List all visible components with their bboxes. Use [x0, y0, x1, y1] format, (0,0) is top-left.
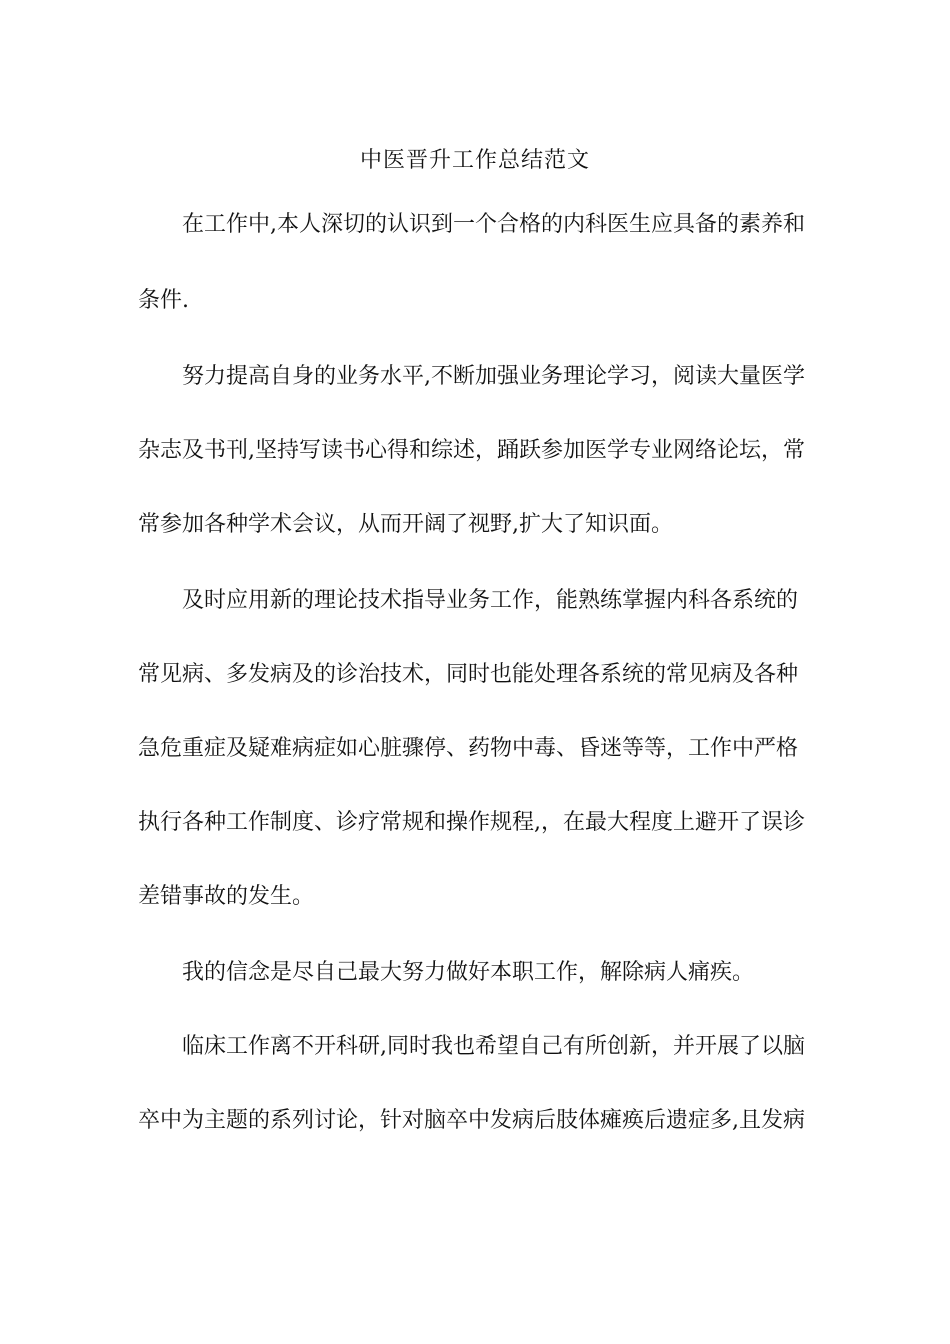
paragraph-5-line-2: 卒中为主题的系列讨论，针对脑卒中发病后肢体瘫痪后遗症多,且发病 — [138, 1108, 805, 1133]
paragraph-2-line-1: 努力提高自身的业务水平,不断加强业务理论学习，阅读大量医学 — [182, 364, 805, 389]
paragraph-1-line-1: 在工作中,本人深切的认识到一个合格的内科医生应具备的素养和 — [182, 212, 805, 237]
paragraph-3-line-1: 及时应用新的理论技术指导业务工作，能熟练掌握内科各系统的 — [182, 588, 799, 613]
paragraph-5-line-1: 临床工作离不开科研,同时我也希望自己有所创新，并开展了以脑 — [182, 1034, 805, 1059]
paragraph-3-line-5: 差错事故的发生。 — [138, 884, 315, 909]
paragraph-3-line-4: 执行各种工作制度、诊疗常规和操作规程,，在最大程度上避开了误诊 — [138, 810, 805, 835]
document-title: 中医晋升工作总结范文 — [359, 148, 590, 173]
paragraph-4-line-1: 我的信念是尽自己最大努力做好本职工作，解除病人痛疾。 — [182, 960, 755, 985]
paragraph-1-line-2: 条件. — [138, 288, 189, 313]
paragraph-2-line-2: 杂志及书刊,坚持写读书心得和综述，踊跃参加医学专业网络论坛，常 — [138, 438, 805, 463]
paragraph-3-line-3: 急危重症及疑难病症如心脏骤停、药物中毒、昏迷等等，工作中严格 — [138, 736, 799, 761]
paragraph-2-line-3: 常参加各种学术会议，从而开阔了视野,扩大了知识面。 — [138, 512, 673, 537]
paragraph-3-line-2: 常见病、多发病及的诊治技术，同时也能处理各系统的常见病及各种 — [138, 662, 799, 687]
